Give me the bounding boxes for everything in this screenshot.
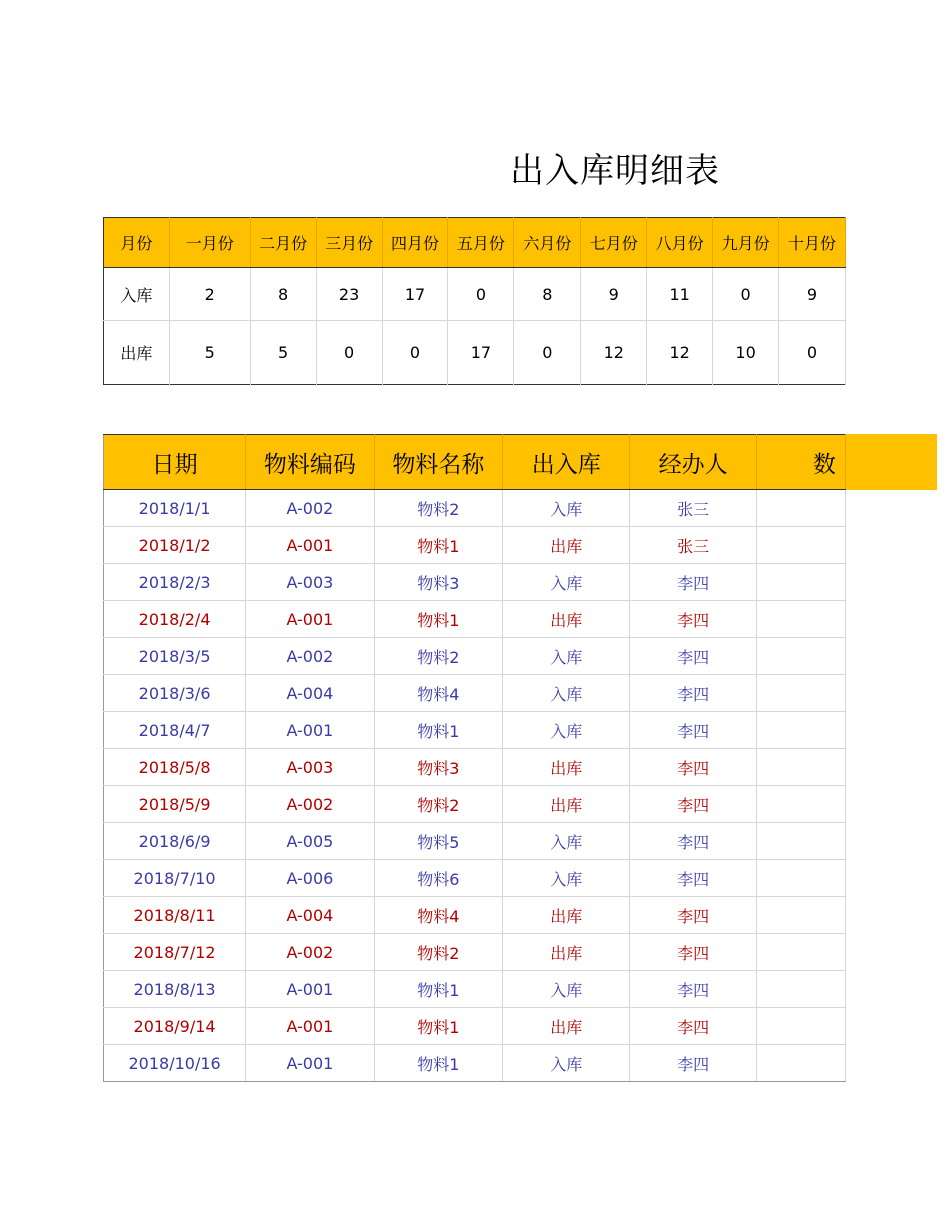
handler-cell[interactable]: 张三 [630,490,756,527]
direction-cell[interactable]: 入库 [503,675,630,712]
material-name-cell[interactable]: 物料3 [374,564,502,601]
summary-header-row [104,218,846,268]
material-name-cell[interactable]: 物料1 [374,1045,502,1082]
material-name-cell[interactable]: 物料6 [374,860,502,897]
material-code-cell[interactable]: A-001 [246,1008,374,1045]
summary-cell[interactable]: 11 [647,268,713,321]
material-code-cell[interactable]: A-001 [246,971,374,1008]
handler-cell[interactable]: 李四 [630,786,756,823]
header-cell[interactable]: 月份 [104,218,170,268]
handler-cell[interactable]: 李四 [630,564,756,601]
summary-cell[interactable]: 0 [316,321,382,385]
date-cell[interactable]: 2018/1/2 [104,527,246,564]
direction-cell[interactable]: 出库 [503,601,630,638]
row-label[interactable]: 出库 [104,321,170,385]
handler-cell[interactable]: 李四 [630,712,756,749]
material-code-cell[interactable]: A-001 [246,601,374,638]
date-cell[interactable]: 2018/5/9 [104,786,246,823]
material-code-cell[interactable]: A-002 [246,490,374,527]
quantity-cell[interactable] [756,564,845,601]
summary-cell[interactable]: 5 [169,321,250,385]
header-cell[interactable]: 出入库 [503,435,630,490]
material-name-cell[interactable]: 物料1 [374,712,502,749]
material-code-cell[interactable]: A-003 [246,749,374,786]
date-cell[interactable]: 2018/4/7 [104,712,246,749]
material-code-cell[interactable]: A-005 [246,823,374,860]
direction-cell[interactable]: 出库 [503,897,630,934]
header-cell[interactable]: 三月份 [316,218,382,268]
date-cell[interactable]: 2018/1/1 [104,490,246,527]
material-name-cell[interactable]: 物料1 [374,601,502,638]
table-row [104,1008,846,1045]
handler-cell[interactable]: 李四 [630,823,756,860]
direction-cell[interactable]: 出库 [503,786,630,823]
summary-cell[interactable]: 5 [250,321,316,385]
material-code-cell[interactable]: A-002 [246,786,374,823]
summary-cell[interactable]: 12 [581,321,647,385]
header-cell[interactable]: 一月份 [169,218,250,268]
quantity-cell[interactable] [756,971,845,1008]
direction-cell[interactable]: 入库 [503,860,630,897]
quantity-cell[interactable] [756,675,845,712]
material-code-cell[interactable]: A-004 [246,675,374,712]
material-name-cell[interactable]: 物料1 [374,971,502,1008]
direction-cell[interactable]: 入库 [503,1045,630,1082]
quantity-cell[interactable] [756,527,845,564]
quantity-cell[interactable] [756,490,845,527]
summary-row-outbound [104,321,846,385]
quantity-cell[interactable] [756,1008,845,1045]
summary-cell[interactable]: 0 [448,268,514,321]
date-cell[interactable]: 2018/2/3 [104,564,246,601]
date-cell[interactable]: 2018/3/5 [104,638,246,675]
date-cell[interactable]: 2018/10/16 [104,1045,246,1082]
table-row [104,823,846,860]
summary-cell[interactable]: 9 [779,268,846,321]
header-cell[interactable]: 物料名称 [374,435,502,490]
material-name-cell[interactable]: 物料5 [374,823,502,860]
header-cell[interactable]: 五月份 [448,218,514,268]
summary-row-inbound [104,268,846,321]
quantity-cell[interactable] [756,934,845,971]
date-cell[interactable]: 2018/8/11 [104,897,246,934]
header-cell[interactable]: 六月份 [514,218,581,268]
summary-cell[interactable]: 8 [250,268,316,321]
date-cell[interactable]: 2018/8/13 [104,971,246,1008]
table-row [104,860,846,897]
direction-cell[interactable]: 出库 [503,527,630,564]
header-overflow-fill [846,434,937,490]
date-cell[interactable]: 2018/9/14 [104,1008,246,1045]
date-cell[interactable]: 2018/6/9 [104,823,246,860]
handler-cell[interactable]: 李四 [630,1008,756,1045]
summary-table-container [103,217,846,385]
date-cell[interactable]: 2018/3/6 [104,675,246,712]
direction-cell[interactable]: 入库 [503,490,630,527]
handler-cell[interactable]: 李四 [630,860,756,897]
table-row [104,490,846,527]
table-row [104,934,846,971]
table-row [104,638,846,675]
material-name-cell[interactable]: 物料4 [374,897,502,934]
table-row [104,1045,846,1082]
material-code-cell[interactable]: A-006 [246,860,374,897]
header-cell[interactable]: 经办人 [630,435,756,490]
quantity-cell[interactable] [756,749,845,786]
quantity-cell[interactable] [756,1045,845,1082]
date-cell[interactable]: 2018/5/8 [104,749,246,786]
quantity-cell[interactable] [756,897,845,934]
summary-cell[interactable]: 8 [514,268,581,321]
summary-cell[interactable]: 0 [382,321,448,385]
summary-cell[interactable]: 9 [581,268,647,321]
page-title: 出入库明细表 [510,151,720,191]
header-cell[interactable]: 九月份 [713,218,779,268]
direction-cell[interactable]: 入库 [503,712,630,749]
material-code-cell[interactable]: A-001 [246,1045,374,1082]
direction-cell[interactable]: 入库 [503,564,630,601]
handler-cell[interactable]: 李四 [630,934,756,971]
summary-cell[interactable]: 17 [382,268,448,321]
direction-cell[interactable]: 入库 [503,971,630,1008]
summary-cell[interactable]: 0 [779,321,846,385]
material-name-cell[interactable]: 物料1 [374,1008,502,1045]
header-cell[interactable]: 十月份 [779,218,846,268]
quantity-cell[interactable] [756,786,845,823]
summary-cell[interactable]: 17 [448,321,514,385]
material-name-cell[interactable]: 物料2 [374,490,502,527]
header-cell[interactable]: 四月份 [382,218,448,268]
detail-header-row [104,435,846,490]
material-name-cell[interactable]: 物料4 [374,675,502,712]
header-cell[interactable]: 七月份 [581,218,647,268]
material-name-cell[interactable]: 物料3 [374,749,502,786]
quantity-cell[interactable] [756,712,845,749]
direction-cell[interactable]: 入库 [503,638,630,675]
handler-cell[interactable]: 李四 [630,601,756,638]
material-code-cell[interactable]: A-004 [246,897,374,934]
handler-cell[interactable]: 李四 [630,971,756,1008]
summary-cell[interactable]: 0 [514,321,581,385]
table-row [104,749,846,786]
header-cell[interactable]: 物料编码 [246,435,374,490]
material-name-cell[interactable]: 物料1 [374,527,502,564]
material-name-cell[interactable]: 物料2 [374,786,502,823]
material-code-cell[interactable]: A-003 [246,564,374,601]
table-row [104,675,846,712]
table-row [104,564,846,601]
date-cell[interactable]: 2018/7/10 [104,860,246,897]
handler-cell[interactable]: 李四 [630,749,756,786]
quantity-cell[interactable] [756,638,845,675]
summary-cell[interactable]: 12 [647,321,713,385]
handler-cell[interactable]: 李四 [630,897,756,934]
table-row [104,786,846,823]
direction-cell[interactable]: 出库 [503,749,630,786]
detail-table-container [103,434,846,1087]
row-label[interactable]: 入库 [104,268,170,321]
handler-cell[interactable]: 李四 [630,638,756,675]
header-cell[interactable]: 日期 [104,435,246,490]
direction-cell[interactable]: 出库 [503,934,630,971]
table-row [104,601,846,638]
handler-cell[interactable]: 张三 [630,527,756,564]
summary-cell[interactable]: 2 [169,268,250,321]
summary-cell[interactable]: 0 [713,268,779,321]
direction-cell[interactable]: 出库 [503,1008,630,1045]
handler-cell[interactable]: 李四 [630,675,756,712]
summary-cell[interactable]: 23 [316,268,382,321]
material-code-cell[interactable]: A-002 [246,934,374,971]
material-code-cell[interactable]: A-001 [246,712,374,749]
inventory-detail-table [103,434,846,1082]
quantity-cell[interactable] [756,823,845,860]
quantity-cell[interactable] [756,601,845,638]
table-row [104,897,846,934]
material-code-cell[interactable]: A-001 [246,527,374,564]
direction-cell[interactable]: 入库 [503,823,630,860]
handler-cell[interactable]: 李四 [630,1045,756,1082]
date-cell[interactable]: 2018/7/12 [104,934,246,971]
table-row [104,971,846,1008]
quantity-cell[interactable] [756,860,845,897]
material-code-cell[interactable]: A-002 [246,638,374,675]
header-cell[interactable]: 八月份 [647,218,713,268]
material-name-cell[interactable]: 物料2 [374,638,502,675]
header-cell[interactable]: 二月份 [250,218,316,268]
date-cell[interactable]: 2018/2/4 [104,601,246,638]
table-row [104,527,846,564]
summary-cell[interactable]: 10 [713,321,779,385]
material-name-cell[interactable]: 物料2 [374,934,502,971]
header-cell[interactable]: 数 [756,435,845,490]
table-row [104,712,846,749]
monthly-summary-table [103,217,846,385]
